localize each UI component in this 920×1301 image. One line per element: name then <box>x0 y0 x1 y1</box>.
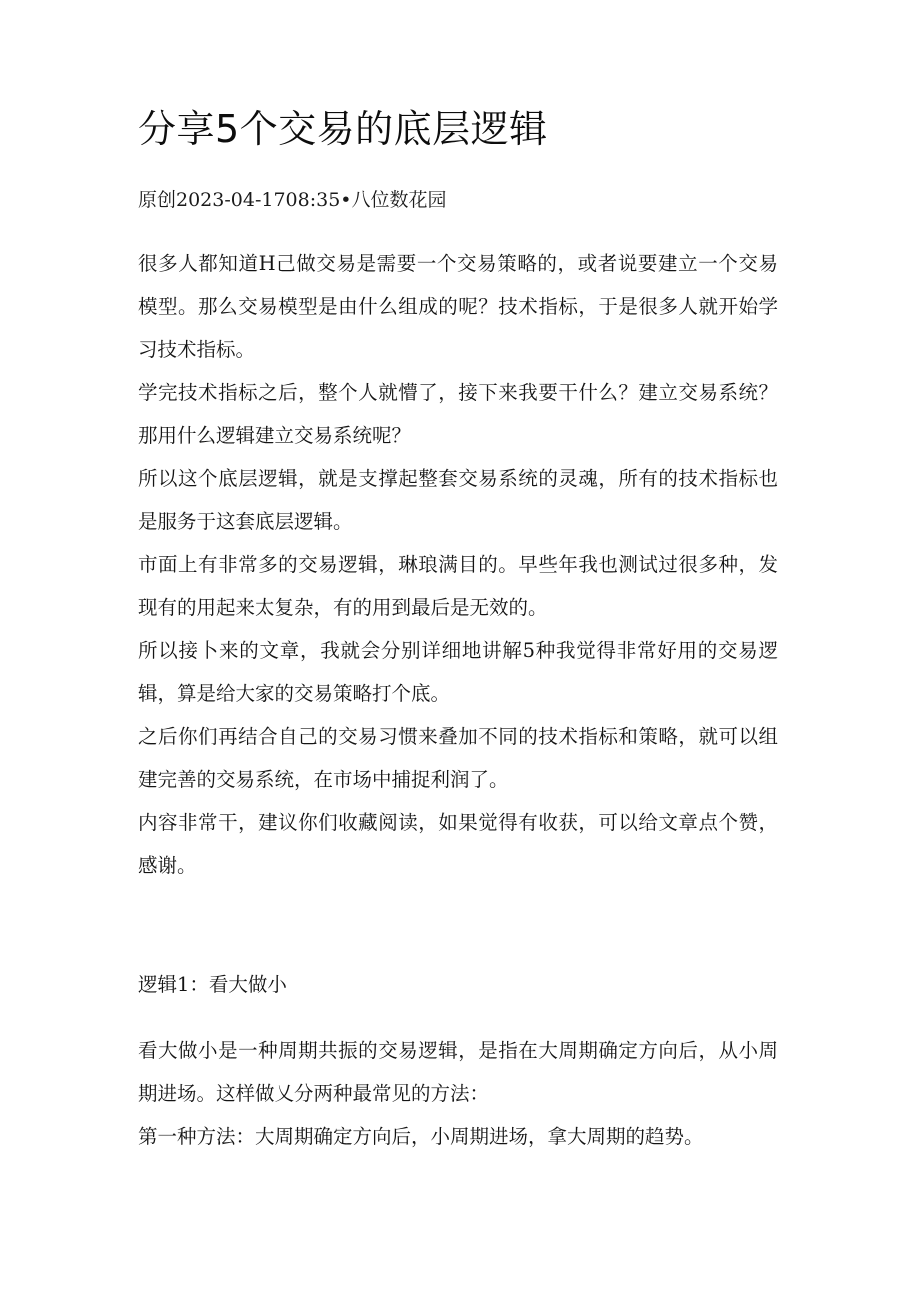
paragraph: 看大做小是一种周期共振的交易逻辑，是指在大周期确定方向后，从小周期进场。这样做乂分两种最常见的方法： <box>138 1039 778 1105</box>
article-intro <box>138 242 778 887</box>
paragraph: 所以接卜来的文章，我就会分别详细地讲解5种我觉得非常好用的交易逻辑，算是给大家的交易策略打个底。 <box>138 639 778 705</box>
section-heading: 逻辑1：看大做小 <box>138 973 287 996</box>
paragraph: 所以这个底层逻辑，就是支撑起整套交易系统的灵魂，所有的技术指标也是服务于这套底层逻辑。 <box>138 467 778 533</box>
paragraph: 市面上有非常多的交易逻辑，琳琅满目的。早些年我也测试过很多种，发现有的用起来太复杂，有的用到最后是无效的。 <box>138 553 778 619</box>
article-meta: 原创2023-04-1708:35•八位数花园 <box>138 189 447 211</box>
paragraph: 学完技术指标之后，整个人就懵了，接下来我要干什么？建立交易系统？那用什么逻辑建立交易系统呢？ <box>138 381 778 447</box>
paragraph: 内容非常干，建议你们收藏阅读，如果觉得有收获，可以给文章点个赞，感谢。 <box>138 811 778 877</box>
paragraph: 第一种方法：大周期确定方向后，小周期进场，拿大周期的趋势。 <box>138 1125 704 1148</box>
article-title: 分享5个交易的底层逻辑 <box>138 107 548 151</box>
paragraph: 之后你们再结合自己的交易习惯来叠加不同的技术指标和策略，就可以组建完善的交易系统，在市场中捕捉利润了。 <box>138 725 778 791</box>
paragraph: 很多人都知道H己做交易是需要一个交易策略的，或者说要建立一个交易模型。那么交易模型是由什么组成的呢？技术指标，于是很多人就开始学习技术指标。 <box>138 252 778 361</box>
section-body <box>138 1029 778 1158</box>
